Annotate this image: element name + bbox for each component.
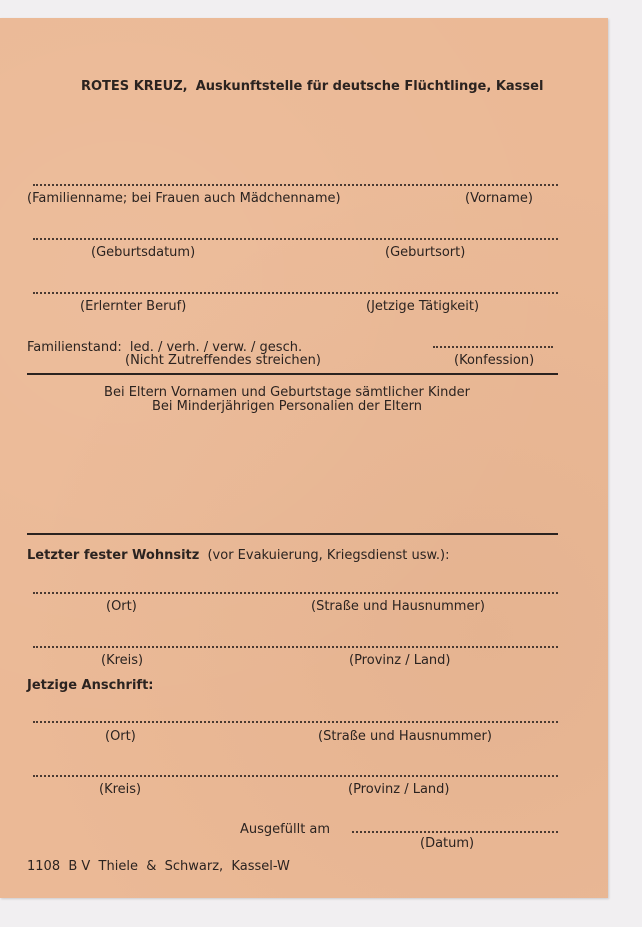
current-address-street-label: (Straße und Hausnummer) xyxy=(318,729,492,744)
current-address-district-field[interactable] xyxy=(33,775,558,777)
birth-field[interactable] xyxy=(33,238,558,240)
current-address-place-label: (Ort) xyxy=(105,729,136,744)
current-address-title: Jetzige Anschrift: xyxy=(27,678,154,693)
children-line-1: Bei Eltern Vornamen und Geburtstage sämtlicher Kinder xyxy=(104,385,470,400)
birthplace-label: (Geburtsort) xyxy=(385,245,466,260)
marital-note: (Nicht Zutreffendes streichen) xyxy=(125,353,321,368)
marital-options[interactable]: led. / verh. / verw. / gesch. xyxy=(129,340,303,355)
section-divider-top xyxy=(27,373,558,375)
last-residence-note: (vor Evakuierung, Kriegsdienst usw.): xyxy=(207,548,450,563)
printer-imprint: 1108 B V Thiele & Schwarz, Kassel-W xyxy=(27,859,290,874)
surname-firstname-field[interactable] xyxy=(33,184,558,186)
form-card xyxy=(0,18,608,898)
profession-label: (Erlernter Beruf) xyxy=(80,299,187,314)
occupation-label: (Jetzige Tätigkeit) xyxy=(366,299,480,314)
surname-label: (Familienname; bei Frauen auch Mädchenname) xyxy=(27,191,341,206)
profession-field[interactable] xyxy=(33,292,558,294)
firstname-label: (Vorname) xyxy=(465,191,533,206)
section-divider-bottom xyxy=(27,533,558,535)
date-field[interactable] xyxy=(352,831,558,833)
children-area[interactable] xyxy=(27,418,558,530)
filled-label: Ausgefüllt am xyxy=(240,822,331,837)
date-label: (Datum) xyxy=(420,836,475,851)
last-residence-street-label: (Straße und Hausnummer) xyxy=(311,599,485,614)
last-residence-place-field[interactable] xyxy=(33,592,558,594)
children-line-2: Bei Minderjährigen Personalien der Eltern xyxy=(152,399,422,414)
birthdate-label: (Geburtsdatum) xyxy=(91,245,196,260)
confession-field[interactable] xyxy=(433,346,553,348)
last-residence-district-field[interactable] xyxy=(33,646,558,648)
confession-label: (Konfession) xyxy=(454,353,535,368)
marital-label: Familienstand: xyxy=(27,340,122,355)
header-office: Auskunftstelle für deutsche Flüchtlinge, Kassel xyxy=(195,79,544,94)
current-address-place-field[interactable] xyxy=(33,721,558,723)
last-residence-place-label: (Ort) xyxy=(106,599,137,614)
current-address-district-label: (Kreis) xyxy=(99,782,142,797)
current-address-province-label: (Provinz / Land) xyxy=(348,782,450,797)
last-residence-province-label: (Provinz / Land) xyxy=(349,653,451,668)
last-residence-title: Letzter fester Wohnsitz xyxy=(27,548,200,563)
last-residence-district-label: (Kreis) xyxy=(101,653,144,668)
form-header xyxy=(81,79,543,95)
header-org: ROTES KREUZ, xyxy=(81,79,188,94)
last-residence-heading xyxy=(27,548,450,564)
